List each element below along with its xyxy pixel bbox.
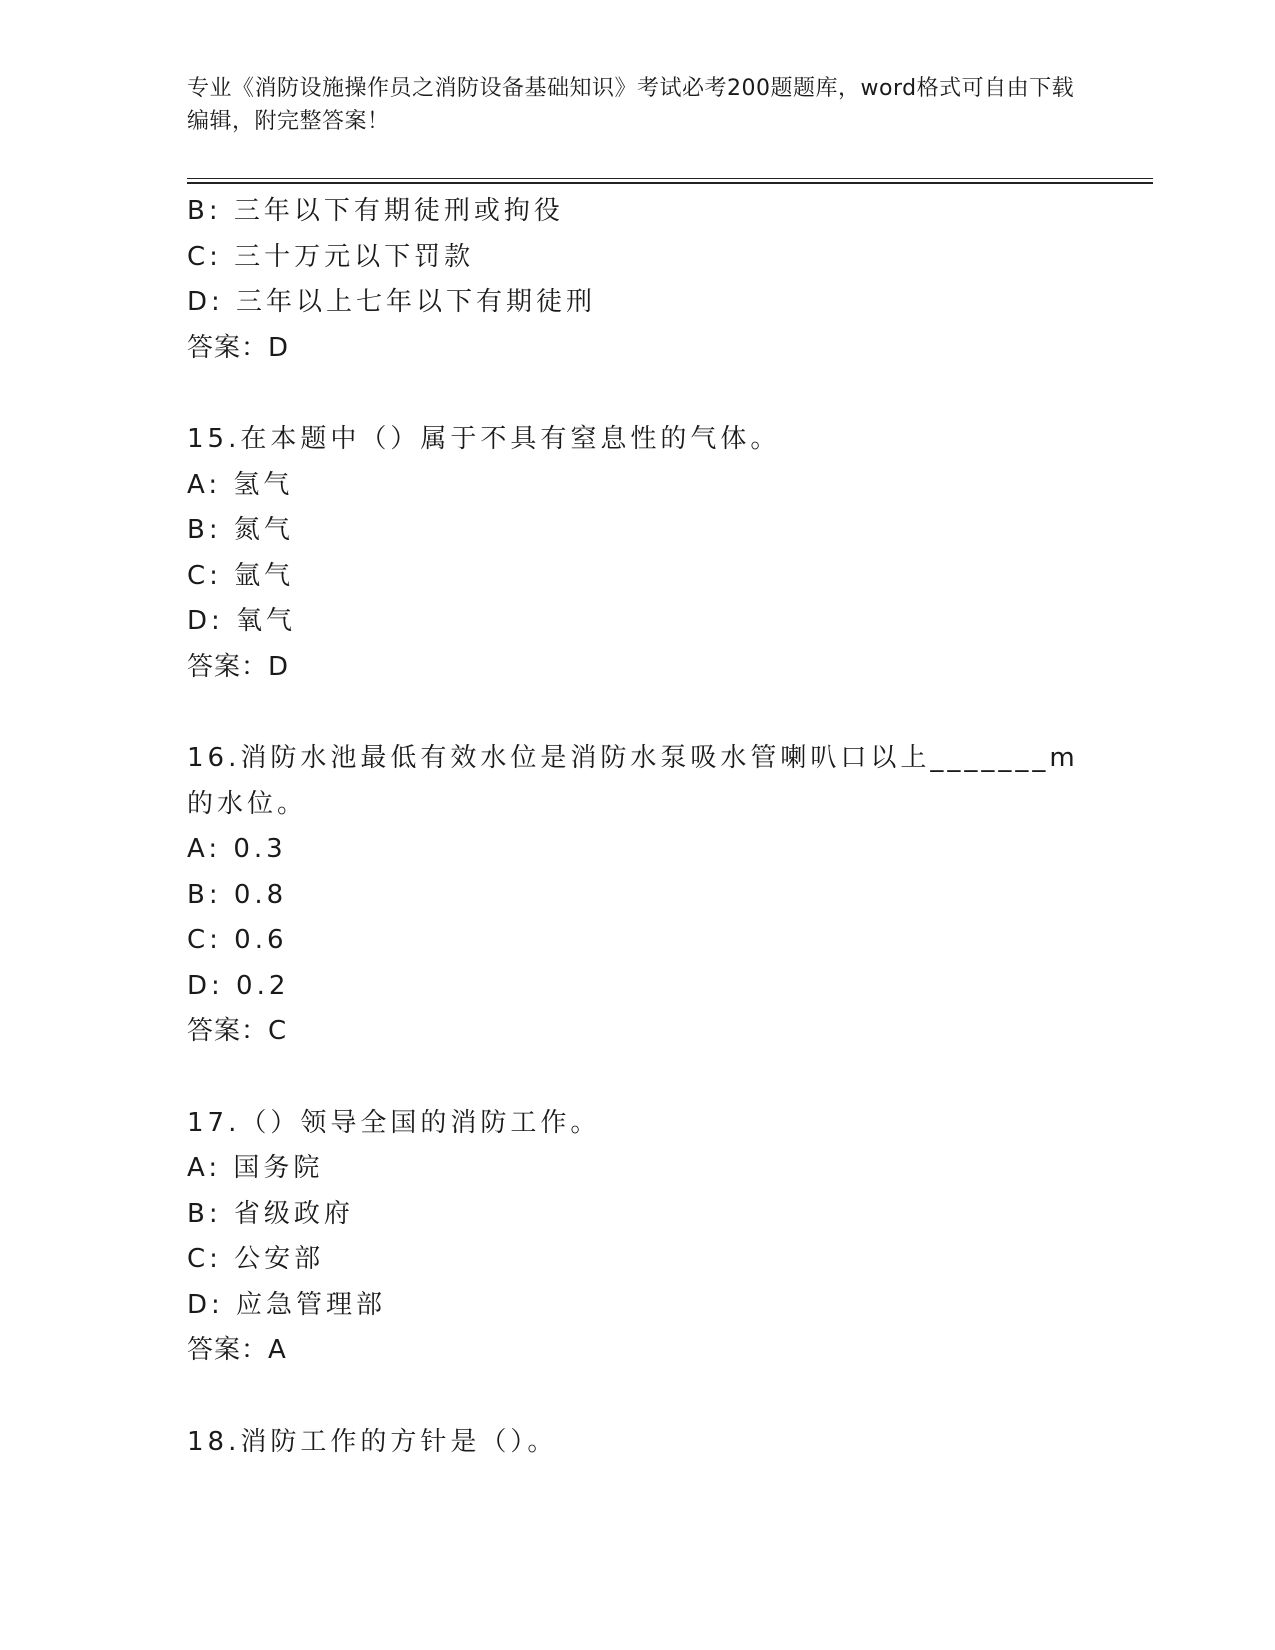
option-b: B: 氮气 (187, 515, 294, 545)
option-d: D: 0.2 (187, 970, 290, 1001)
option-d: D: 三年以上七年以下有期徒刑 (187, 287, 597, 317)
question-14-tail (187, 189, 1153, 371)
option-c: C: 三十万元以下罚款 (187, 241, 475, 272)
question-18 (187, 1420, 1153, 1466)
option-a: A: 氢气 (187, 469, 294, 500)
question-16 (187, 736, 1153, 1055)
question-17 (187, 1101, 1153, 1374)
option-b: B: 三年以下有期徒刑或拘役 (187, 196, 564, 226)
document-title: 专业《消防设施操作员之消防设备基础知识》考试必考200题题库，word格式可自由下载编辑，附完整答案！ (187, 76, 1075, 134)
option-a: A: 0.3 (187, 834, 287, 864)
answer-line: 答案：D (187, 651, 290, 682)
question-stem: 15.在本题中（）属于不具有窒息性的气体。 (187, 424, 781, 454)
header-divider-thick (187, 182, 1153, 184)
answer-line: 答案：D (187, 332, 290, 363)
answer-line: 答案：A (187, 1335, 287, 1365)
option-b: B: 0.8 (187, 879, 288, 910)
question-15 (187, 417, 1153, 690)
option-d: D: 氧气 (187, 606, 297, 636)
question-list (187, 189, 1153, 1465)
question-stem: 16.消防水池最低有效水位是消防水泵吸水管喇叭口以上_______m的水位。 (187, 743, 1079, 819)
spacer (187, 1374, 1153, 1420)
spacer (187, 371, 1153, 417)
spacer (187, 1055, 1153, 1101)
question-stem: 17.（）领导全国的消防工作。 (187, 1107, 601, 1138)
option-c: C: 0.6 (187, 925, 288, 955)
option-a: A: 国务院 (187, 1153, 324, 1183)
option-c: C: 公安部 (187, 1244, 325, 1274)
option-d: D: 应急管理部 (187, 1289, 387, 1320)
document-header (187, 72, 1087, 138)
answer-line: 答案：C (187, 1016, 288, 1046)
option-b: B: 省级政府 (187, 1198, 354, 1229)
header-divider-thin (187, 178, 1153, 179)
spacer (187, 690, 1153, 736)
option-c: C: 氩气 (187, 560, 295, 591)
question-stem: 18.消防工作的方针是（）。 (187, 1426, 558, 1457)
